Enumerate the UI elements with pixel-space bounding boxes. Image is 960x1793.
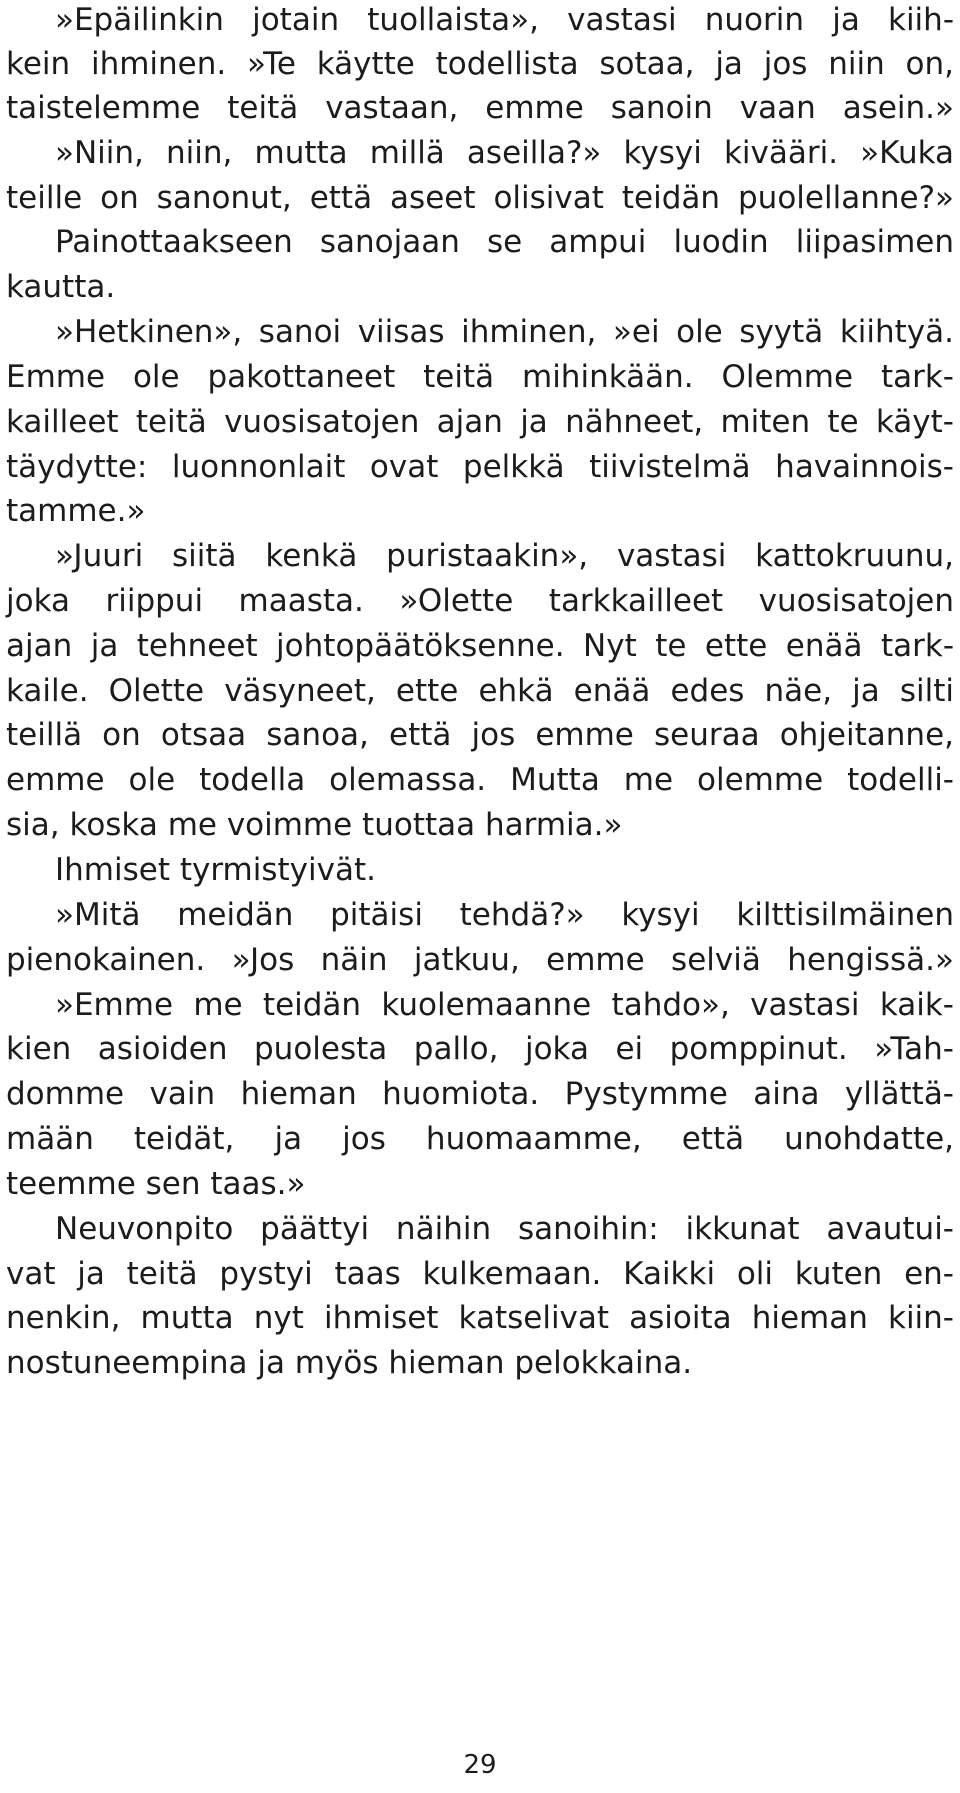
text-line-25: domme vain hieman huomiota. Pystymme aina yllättä- [6, 1076, 954, 1112]
text-line-6: Painottaakseen sanojaan se ampui luodin liipasimen [55, 224, 954, 260]
text-line-28: Neuvonpito päättyi näihin sanoihin: ikkunat avautui- [55, 1211, 954, 1247]
text-line-30: nenkin, mutta nyt ihmiset katselivat asioita hieman kiin- [6, 1300, 954, 1336]
text-line-10: kailleet teitä vuosisatojen ajan ja nähneet, miten te käyt- [6, 404, 954, 440]
text-line-12: tamme.» [6, 493, 146, 529]
text-line-15: ajan ja tehneet johtopäätöksenne. Nyt te ette enää tark- [6, 628, 954, 664]
text-line-4: »Niin, niin, mutta millä aseilla?» kysyi kivääri. »Kuka [55, 135, 954, 171]
text-line-13: »Juuri siitä kenkä puristaakin», vastasi kattokruunu, [55, 538, 954, 574]
text-line-17: teillä on otsaa sanoa, että jos emme seuraa ohjeitanne, [6, 717, 954, 753]
text-line-11: täydytte: luonnonlait ovat pelkkä tiivistelmä havainnois- [6, 449, 954, 485]
page-number: 29 [463, 1750, 497, 1780]
text-line-3: taistelemme teitä vastaan, emme sanoin vaan asein.» [6, 90, 954, 126]
text-line-27: teemme sen taas.» [6, 1166, 306, 1202]
text-line-1: »Epäilinkin jotain tuollaista», vastasi nuorin ja kiih- [55, 2, 954, 38]
text-line-5: teille on sanonut, että aseet olisivat teidän puolellanne?» [6, 180, 954, 216]
text-line-20: Ihmiset tyrmistyivät. [55, 852, 376, 888]
text-line-23: »Emme me teidän kuolemaanne tahdo», vastasi kaik- [55, 987, 954, 1023]
text-line-8: »Hetkinen», sanoi viisas ihminen, »ei ole syytä kiihtyä. [55, 314, 954, 350]
text-line-16: kaile. Olette väsyneet, ette ehkä enää edes näe, ja silti [6, 673, 954, 709]
text-line-18: emme ole todella olemassa. Mutta me olemme todelli- [6, 762, 954, 798]
text-line-19: sia, koska me voimme tuottaa harmia.» [6, 807, 623, 843]
text-line-26: mään teidät, ja jos huomaamme, että unohdatte, [6, 1121, 954, 1157]
text-line-14: joka riippui maasta. »Olette tarkkailleet vuosisatojen [6, 583, 954, 619]
text-line-9: Emme ole pakottaneet teitä mihinkään. Olemme tark- [6, 359, 954, 395]
text-line-2: kein ihminen. »Te käytte todellista sotaa, ja jos niin on, [6, 46, 954, 82]
text-line-31: nostuneempina ja myös hieman pelokkaina. [6, 1345, 693, 1381]
text-line-7: kautta. [6, 269, 116, 305]
text-line-22: pienokainen. »Jos näin jatkuu, emme selviä hengissä.» [6, 942, 954, 978]
text-line-29: vat ja teitä pystyi taas kulkemaan. Kaikki oli kuten en- [6, 1256, 954, 1292]
text-line-21: »Mitä meidän pitäisi tehdä?» kysyi kilttisilmäinen [55, 897, 954, 933]
text-line-24: kien asioiden puolesta pallo, joka ei pomppinut. »Tah- [6, 1031, 954, 1067]
